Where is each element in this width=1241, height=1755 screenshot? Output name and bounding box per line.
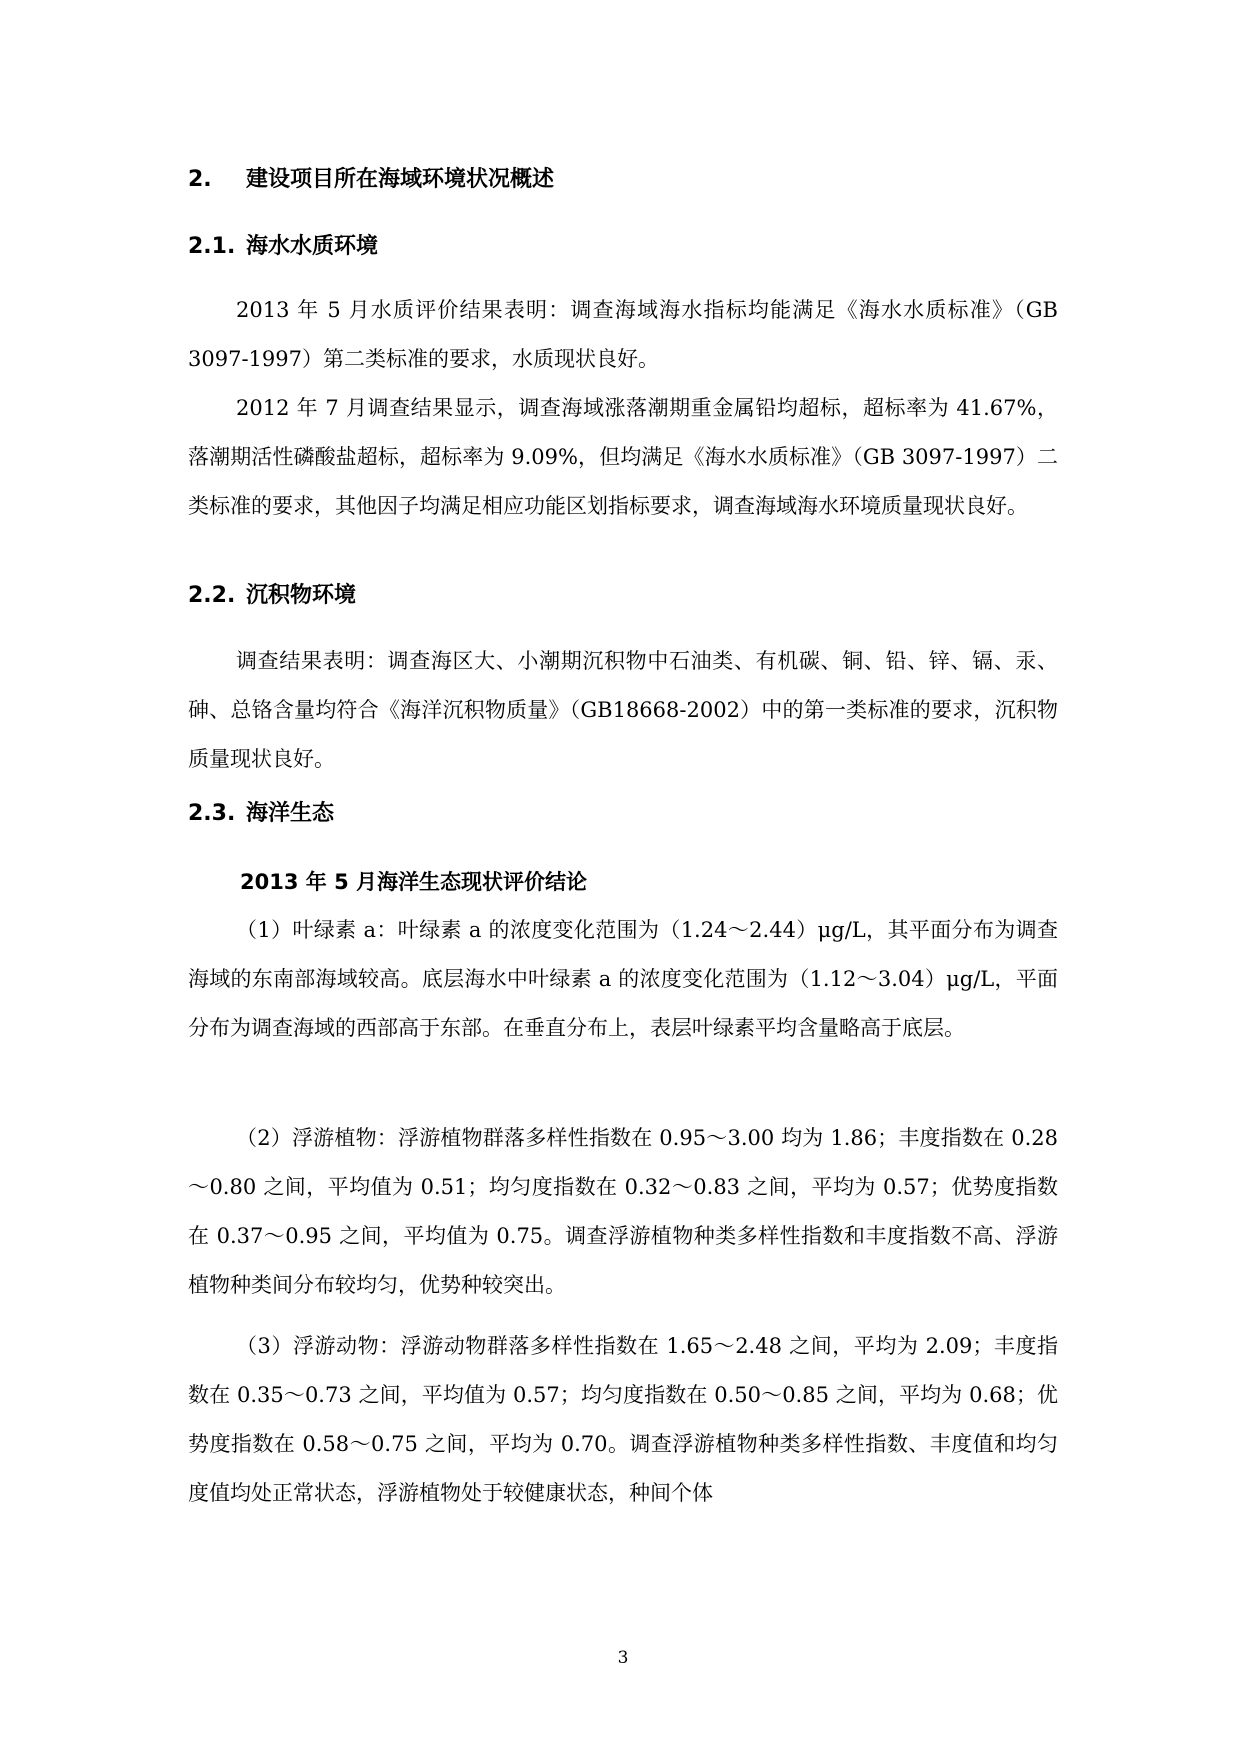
document-page [188,0,1058,1755]
section-title: 海水水质环境 [246,234,379,259]
section-number: 2.2. [188,583,236,608]
paragraph-water-quality-2013: 2013 年 5 月水质评价结果表明：调查海域海水指标均能满足《海水水质标准》（GB 3097-1997）第二类标准的要求，水质现状良好。 [188,298,1058,371]
section-number: 2. [188,167,212,192]
section-number: 2.3. [188,801,236,826]
section-number: 2.1. [188,234,236,259]
section-title: 海洋生态 [246,801,335,826]
paragraph-zooplankton: （3）浮游动物：浮游动物群落多样性指数在 1.65～2.48 之间，平均为 2.09；丰度指数在 0.35～0.73 之间，平均值为 0.57；均匀度指数在 0.50～0.85 之间，平均为 0.68；优势度指数在 0.58～0.75 之间，平均为 0.70。调查浮游植物种类多样性指数、丰度值和均匀度值均处正常状态，浮游植物处于较健康状态，种间个体 [188,1334,1058,1505]
section-heading-2-1 [188,232,378,262]
section-title: 建设项目所在海域环境状况概述 [246,167,555,192]
paragraph-water-quality-2012: 2012 年 7 月调查结果显示，调查海域涨落潮期重金属铅均超标，超标率为 41.67%，落潮期活性磷酸盐超标，超标率为 9.09%，但均满足《海水水质标准》（GB 3097-1997）二类标准的要求，其他因子均满足相应功能区划指标要求，调查海域海水环境质量现状良好。 [188,396,1058,518]
page-number: 3 [617,1648,629,1668]
section-heading-2-3 [188,799,334,829]
paragraph-chlorophyll: （1）叶绿素 a：叶绿素 a 的浓度变化范围为（1.24～2.44）μg/L，其平面分布为调查海域的东南部海域较高。底层海水中叶绿素 a 的浓度变化范围为（1.12～3.04）μg/L，平面分布为调查海域的西部高于东部。在垂直分布上，表层叶绿素平均含量略高于底层。 [188,918,1058,1040]
section-heading-2-2 [188,581,356,611]
section-title: 沉积物环境 [246,583,357,608]
ecology-subheading: 2013 年 5 月海洋生态现状评价结论 [240,870,587,894]
paragraph-sediment: 调查结果表明：调查海区大、小潮期沉积物中石油类、有机碳、铜、铅、锌、镉、汞、砷、总铬含量均符合《海洋沉积物质量》（GB18668-2002）中的第一类标准的要求，沉积物质量现状良好。 [188,649,1058,771]
paragraph-phytoplankton: （2）浮游植物：浮游植物群落多样性指数在 0.95～3.00 均为 1.86；丰度指数在 0.28～0.80 之间，平均值为 0.51；均匀度指数在 0.32～0.83 之间，平均为 0.57；优势度指数在 0.37～0.95 之间，平均值为 0.75。调查浮游植物种类多样性指数和丰度指数不高、浮游植物种类间分布较均匀，优势种较突出。 [188,1126,1058,1297]
section-heading-2 [188,165,554,195]
